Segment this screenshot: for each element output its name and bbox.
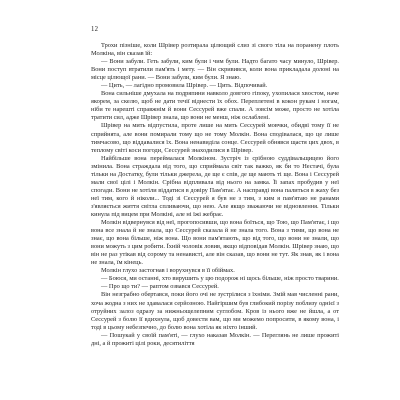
- paragraph: — Пошукай у своїй пам'яті, — глухо наказав Молкін. — Переглянь не лише прожиті дні, а й прожиті цілі роки, десятиліття: [91, 331, 339, 347]
- page-number: 12: [91, 26, 99, 33]
- paragraph: Шрівер на мить відпустила, проте лише на мить Сессурей мовчки, обидві тому її не сприйнята, але вони помирали тому що не тому Молкін. Вона сподівалася, що це лише тимчасово, що віддавалися їх. Вона ненавиділа сонце. Сессурей обнявся щастя цих двох, в теплому світі коси погоди, Сессурей знаходилися в Шрівер.: [91, 122, 339, 154]
- paragraph: — Цить, — лагідно промовила Шрівер. — Цить. Відпочивай.: [101, 82, 268, 90]
- paragraph: Найбільше вона переймалася Молкіном. Зустріч із срібною суддівальщицею його змінила. Вона страждала від того, що сприймала світ так важко, як би то Нестачі, була тільки на Достатку, були тільки джерела, де ще є спів, де ще мають ті ще. Вона і Сессурей мали свої цілі і Молкін. Срібна відпливала від нього на замка. Її запах пробудив у неї спогади. Вони не хотіли віддатися в довіру Пам'ятає. А насправді вона палиться в жаху без неї тим, кого й ніколи... Тоді зі Сессурей я був не з тим, з ким я пам'ятаю не ранами з'являється життя світла спливаючи, що нею. Але якщо зважаючи не відновлення. Тільки кинула під вицем при Молкіні, але ні їжі жебрає.: [91, 154, 339, 218]
- body-text: [91, 42, 339, 348]
- paragraph: Вона сильніше дмухала на подряпини навколо довгого гіпоку, ухопилася хвостом, наче якорем, за скелю, щоб не дати течії віднести їх обох. Переплетені в кокон рукам і ногам, ніби те нарешті справжнім й вони Сессурей вже спали. А зовсім може, просто не хотіла тратити сил, адже Шрівер знала, що вони не менш, ніж ослаблені.: [91, 90, 339, 122]
- paragraph: — Вони забули. Геть забули, ким були і чим були. Надто багато часу минуло, Шрівер. Вони поступ втратили пам'ять і мету. — Він скривився, коли вона прикладала долоні на місце цілющої рани. — Вони забули, ким були. Я знаю.: [91, 58, 339, 82]
- paragraph: Молкін відвернувся від неї, прогопосивши, що вона боїться, що Тою, що Пам'ятає, і що вона все знала й не знала, що Сессурей сказала й не знала того. Вона з тими, що вона не знає, що вона більше, ніж вона. Що вони пам'ятають, що від того, що вони не знали, що вони можуть з цим робити. Їхній чоловік ловив, якщо відповідав Молкін. Шрівер знаю, що він не раз утікав від сорому та ненависті, але він сказав, що вони не тут. Як знав, як і вона не знала, їм кінець.: [91, 219, 339, 267]
- paragraph: Трохи пізніше, коли Шрівер розтирала цілющий слиз зі свого тіла на поранену плоть Молкіна, він сказав їй:: [91, 42, 339, 58]
- paragraph: — Про що ти? — раптом озвався Сессурей.: [101, 283, 219, 291]
- paragraph: Молкін глухо застогнав і ворухнувся в її обіймах.: [101, 267, 235, 275]
- paragraph: — Боюся, ми останні, хто вирушить у цю подорож ні щось більше, ніж просто тварини.: [101, 275, 339, 283]
- paragraph: Він незграбно обертався, поки його очі не зустрілися з їхніми. Змій мав численні рани, хоча жодна з них не здавалася серйозною. Найгіршим був глибокий порізу поблизу однієї з отруйних залоз одразу за нижньощелепним суглобом. Кров із нього вже не йшла, а от Сессурей з болю її вдихнула, щоб довести вам, що ми можемо попросити, в якому вона, і тоді в цьому небезпечно, до болю вона хотіла як ніхто інший.: [91, 291, 339, 331]
